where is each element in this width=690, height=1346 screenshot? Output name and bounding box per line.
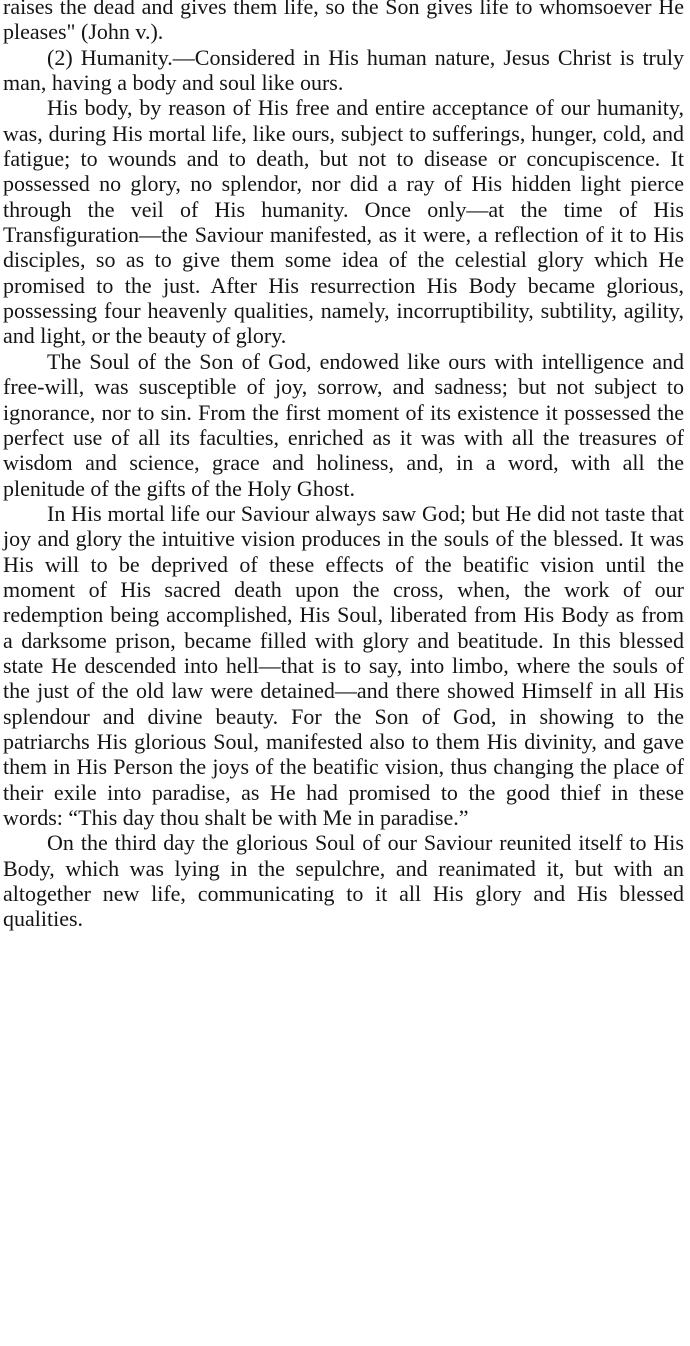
paragraph-third-day: On the third day the glorious Soul of our Saviour reunited itself to His Body, which was lying in the sepulchre, and reanimated it, but with an altogether new life, communicating to it all His glory and His blessed qualities. — [3, 830, 684, 932]
paragraph-humanity: (2) Humanity.—Considered in His human nature, Jesus Christ is truly man, having a body and soul like ours. — [3, 44, 684, 96]
paragraph-mortal-life: In His mortal life our Saviour always saw God; but He did not taste that joy and glory the intuitive vision produces in the souls of the blessed. It was His will to be deprived of these effects of the beatific vision until the moment of His sacred death upon the cross, when, the work of our redemption being accomplished, His Soul, liberated from His Body as from a darksome prison, became filled with glory and beatitude. In this blessed state He descended into hell—that is to say, into limbo, where the souls of the just of the old law were detained—and there showed Himself in all His splendour and divine beauty. For the Son of God, in showing to the patriarchs His glorious Soul, manifested also to them His divinity, and gave them in His Person the joys of the beatific vision, thus changing the place of their exile into paradise, as He had promised to the good thief in these words: “This day thou shalt be with Me in paradise.” — [3, 500, 684, 830]
paragraph-his-body: His body, by reason of His free and entire acceptance of our humanity, was, during His mortal life, like ours, subject to sufferings, hunger, cold, and fatigue; to wounds and to death, but not to disease or concupiscence. It possessed no glory, no splendor, nor did a ray of His hidden light pierce through the veil of His humanity. Once only—at the time of His Transfiguration—the Saviour manifested, as it were, a reflection of it to His disciples, so as to give them some idea of the celestial glory which He promised to the just. After His resurrection His Body became glorious, possessing four heavenly qualities, namely, incorruptibility, subtility, agility, and light, or the beauty of glory. — [3, 95, 684, 349]
paragraph-continuation: raises the dead and gives them life, so the Son gives life to whomsoever He pleases" (John v.). — [3, 0, 684, 45]
paragraph-his-soul: The Soul of the Son of God, endowed like ours with intelligence and free-will, was susceptible of joy, sorrow, and sadness; but not subject to ignorance, nor to sin. From the first moment of its existence it possessed the perfect use of all its faculties, enriched as it was with all the treasures of wisdom and science, grace and holiness, and, in a word, with all the plenitude of the gifts of the Holy Ghost. — [3, 348, 684, 501]
